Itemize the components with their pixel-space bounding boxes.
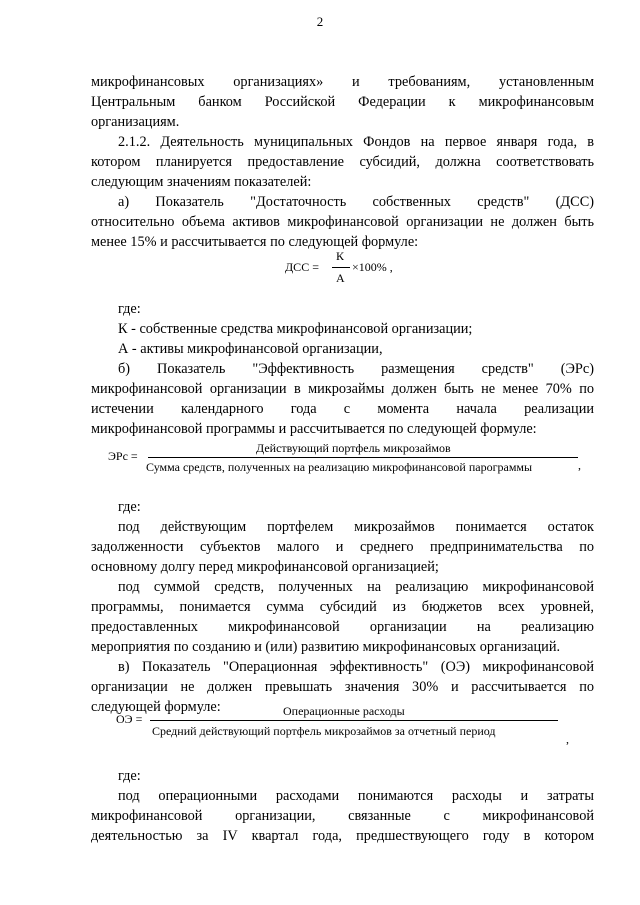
text-line: организации не должен превышать значения 30% и рассчитывается по — [91, 679, 594, 695]
text-line: микрофинансовых организациях» и требованиям, установленным — [91, 74, 594, 90]
fraction-bar — [150, 720, 558, 721]
formula-lhs: ОЭ = — [116, 712, 143, 726]
page-number: 2 — [316, 14, 324, 29]
formula-denominator: Сумма средств, полученных на реализацию микрофинансовой парограммы — [146, 460, 533, 474]
text-line: менее 15% и рассчитывается по следующей формуле: — [91, 234, 419, 250]
fraction-bar — [148, 457, 578, 458]
text-line: под действующим портфелем микрозаймов понимается остаток — [118, 519, 594, 535]
formula-numerator: К — [336, 249, 345, 263]
text-line: мероприятия по созданию и (или) развитию микрофинансовых организаций. — [91, 639, 561, 655]
text-line: где: — [118, 301, 141, 317]
text-line: Центральным банком Российской Федерации к микрофинансовым — [91, 94, 594, 110]
text-line: основному долгу перед микрофинансовой организацией; — [91, 559, 439, 575]
text-line: организациям. — [91, 114, 180, 130]
text-line: котором планируется предоставление субсидий, должна соответствовать — [91, 154, 594, 170]
text-line: где: — [118, 768, 141, 784]
text-line: б) Показатель "Эффективность размещения средств" (ЭРс) — [118, 361, 594, 377]
formula-numerator: Операционные расходы — [283, 704, 405, 718]
text-line: программы, понимается сумма субсидий из бюджетов всех уровней, — [91, 599, 594, 615]
text-line: а) Показатель "Достаточность собственных средств" (ДСС) — [118, 194, 594, 210]
formula-tail: ×100% , — [352, 260, 393, 274]
text-line: следующей формуле: — [91, 699, 221, 715]
text-line: в) Показатель "Операционная эффективность" (ОЭ) микрофинансовой — [118, 659, 594, 675]
text-line: деятельностью за IV квартал года, предшествующего году в котором — [91, 828, 594, 844]
formula-lhs: ЭРс = — [108, 449, 138, 463]
text-line: где: — [118, 499, 141, 515]
text-line: следующим значениям показателей: — [91, 174, 312, 190]
text-line: микрофинансовой организации, связанные с микрофинансовой — [91, 808, 594, 824]
text-line: А - активы микрофинансовой организации, — [118, 341, 383, 357]
text-line: истечении календарного года с момента начала реализации — [91, 401, 594, 417]
formula-lhs: ДСС = — [285, 260, 319, 274]
formula-numerator: Действующий портфель микрозаймов — [256, 441, 451, 455]
formula-denominator: Средний действующий портфель микрозаймов за отчетный период — [152, 724, 496, 738]
text-line: микрофинансовой программы и рассчитывается по следующей формуле: — [91, 421, 537, 437]
formula-tail: , — [578, 458, 581, 472]
formula-denominator: А — [336, 271, 345, 285]
formula-tail: , — [566, 732, 569, 746]
text-line: задолженности субъектов малого и среднего предпринимательства по — [91, 539, 594, 555]
text-line: К - собственные средства микрофинансовой организации; — [118, 321, 473, 337]
text-line: относительно объема активов микрофинансовой организации не должен быть — [91, 214, 594, 230]
text-line: микрофинансовой организации в микрозаймы должен быть не менее 70% по — [91, 381, 594, 397]
fraction-bar — [332, 267, 350, 268]
text-line: под операционными расходами понимаются расходы и затраты — [118, 788, 594, 804]
text-line: предоставленных микрофинансовой организации на реализацию — [91, 619, 594, 635]
text-line: под суммой средств, полученных на реализацию микрофинансовой — [118, 579, 594, 595]
text-line: 2.1.2. Деятельность муниципальных Фондов на первое января года, в — [118, 134, 594, 150]
